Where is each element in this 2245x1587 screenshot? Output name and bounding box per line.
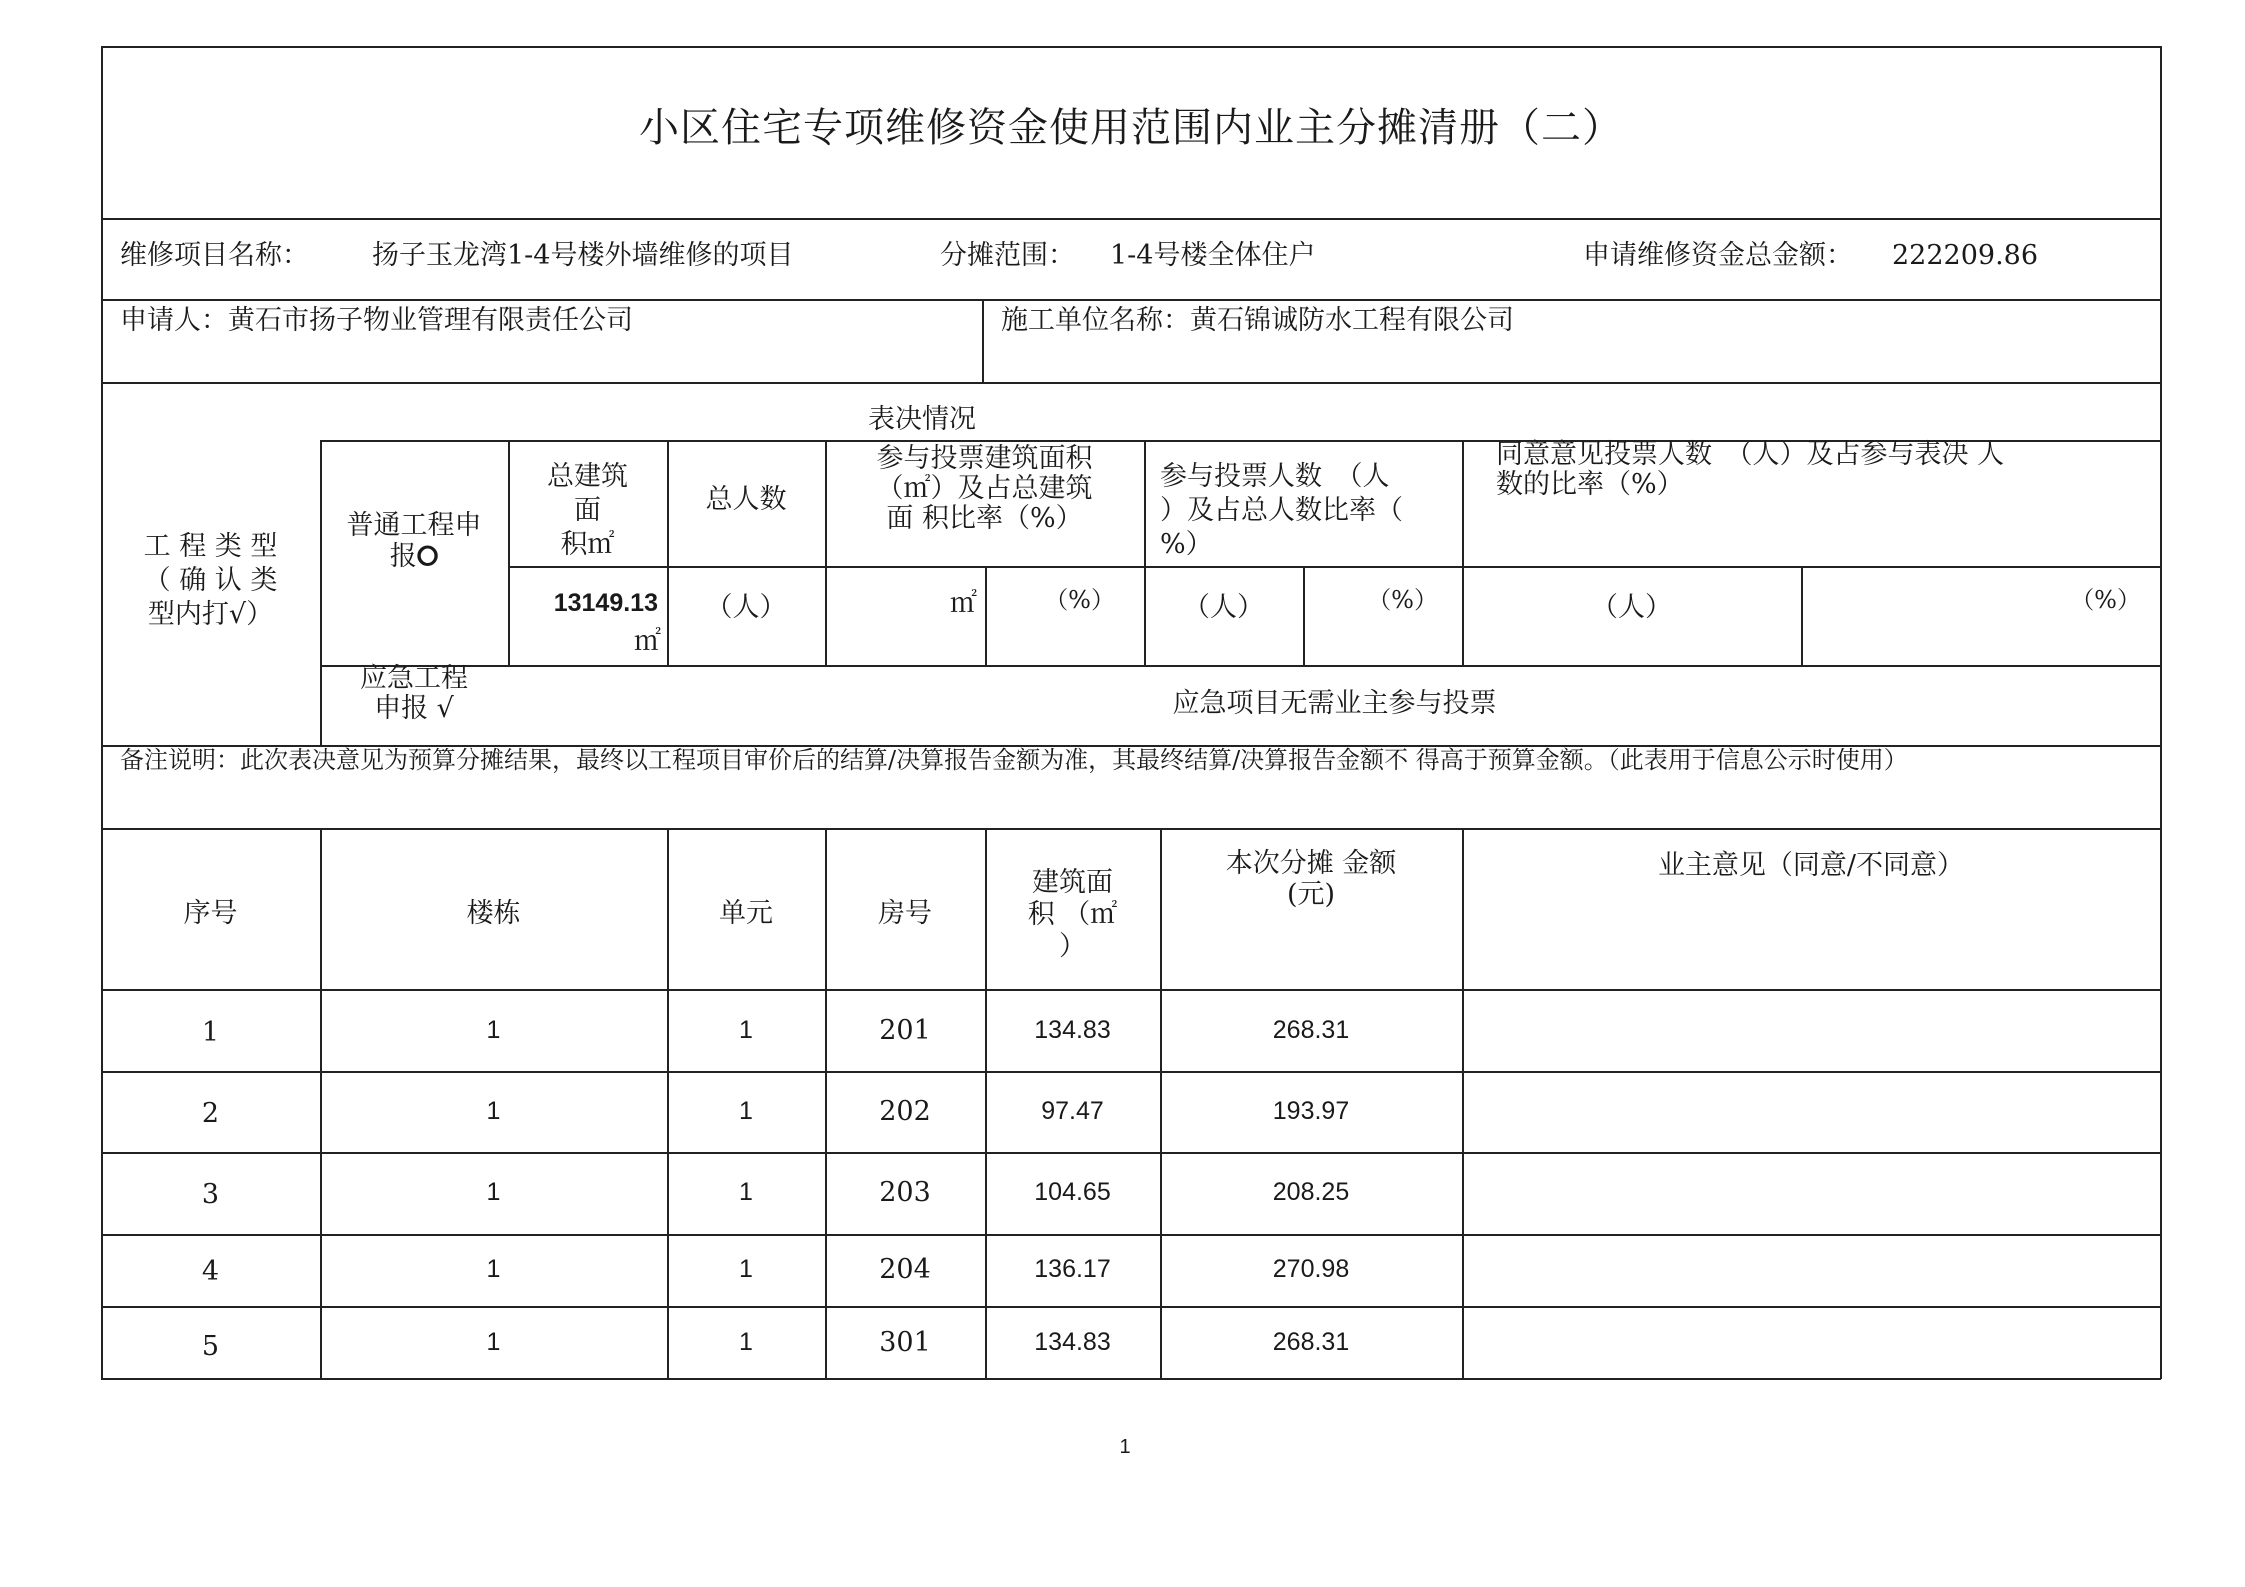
total-area-value: 13149.13 [553,589,658,617]
scope-value: 1-4号楼全体住户 [1110,240,1316,271]
normal-project-label: 普通工程申 报⭘ [346,510,482,572]
header-area: 建筑面 积 （㎡ ） [1027,867,1118,962]
project-name-value: 扬子玉龙湾1-4号楼外墙维修的项目 [372,240,794,271]
cell-seq: 4 [201,1256,220,1287]
cell-amount: 208.25 [1272,1178,1350,1206]
emergency-note: 应急项目无需业主参与投票 [1172,688,1497,719]
remark: 备注说明：此次表决意见为预算分摊结果，最终以工程项目审价后的结算/决算报告金额为准，其最终结算/决算报告金额不 得高于预算金额。（此表用于信息公示时使用） [120,746,1908,774]
cell-unit: 1 [739,1178,753,1206]
header-building: 楼栋 [466,898,521,929]
participating-people-header: 参与投票人数 （人 ）及占总人数比率（ %） [1160,461,1403,560]
cell-amount: 270.98 [1272,1255,1350,1283]
cell-area: 104.65 [1034,1178,1111,1206]
agree-percent-unit: （%） [2070,586,2141,614]
agree-people-unit: （人） [1591,592,1672,623]
cell-seq: 5 [201,1331,220,1362]
cell-room: 203 [879,1177,931,1208]
amount-value: 222209.86 [1892,240,2039,271]
cell-amount: 268.31 [1272,1016,1350,1044]
cell-area: 136.17 [1034,1255,1111,1283]
participating-people-percent-unit: （%） [1367,586,1438,614]
cell-unit: 1 [739,1097,753,1125]
cell-seq: 3 [201,1179,220,1210]
page-number: 1 [1119,1436,1131,1458]
cell-area: 134.83 [1034,1016,1111,1044]
cell-room: 201 [879,1015,931,1046]
header-unit: 单元 [719,898,773,929]
cell-unit: 1 [739,1016,753,1044]
cell-building: 1 [486,1255,501,1283]
cell-unit: 1 [739,1328,753,1356]
cell-building: 1 [486,1016,501,1044]
cell-room: 301 [879,1327,931,1358]
cell-amount: 268.31 [1272,1328,1350,1356]
amount-label: 申请维修资金总金额： [1583,240,1853,271]
total-people-unit: （人） [705,592,787,623]
cell-building: 1 [486,1178,501,1206]
header-room: 房号 [878,898,932,929]
participating-area-header: 参与投票建筑面积 （㎡）及占总建筑 面 积比率（%） [876,443,1093,534]
header-opinion: 业主意见（同意/不同意） [1657,850,1965,881]
project-name-label: 维修项目名称： [120,240,309,271]
cell-area: 134.83 [1034,1328,1111,1356]
total-area-unit: ㎡ [634,626,661,657]
cell-seq: 2 [201,1098,220,1129]
applicant: 申请人：黄石市扬子物业管理有限责任公司 [120,305,633,336]
cell-building: 1 [486,1328,501,1356]
page-title: 小区住宅专项维修资金使用范围内业主分摊清册（二） [639,105,1623,151]
participating-area-percent-unit: （%） [1044,586,1115,614]
cell-amount: 193.97 [1272,1097,1350,1125]
vote-section-title: 表决情况 [868,404,976,435]
cell-area: 97.47 [1041,1097,1104,1125]
cell-room: 202 [879,1096,931,1127]
participating-area-unit: ㎡ [950,588,977,619]
cell-unit: 1 [739,1255,753,1283]
contractor: 施工单位名称：黄石锦诚防水工程有限公司 [1001,305,1514,336]
cell-room: 204 [879,1254,931,1285]
cell-building: 1 [486,1097,501,1125]
header-seq: 序号 [183,898,238,929]
cell-seq: 1 [201,1017,220,1048]
scope-label: 分摊范围： [940,240,1075,271]
total-people-header: 总人数 [705,484,787,515]
participating-people-unit: （人） [1183,592,1264,623]
header-amount: 本次分摊 金额 (元) [1225,848,1397,910]
total-area-header: 总建筑 面 积㎡ [547,461,628,560]
emergency-project-label: 应急工程 申报 √ [360,663,468,724]
agree-votes-header: 同意意见投票人数 （人）及占参与表决 人 数的比率（%） [1496,439,2005,500]
project-type-label: 工 程 类 型 （ 确 认 类 型内打√） [143,531,278,630]
circle-mark-icon: ⭘ [416,541,439,572]
